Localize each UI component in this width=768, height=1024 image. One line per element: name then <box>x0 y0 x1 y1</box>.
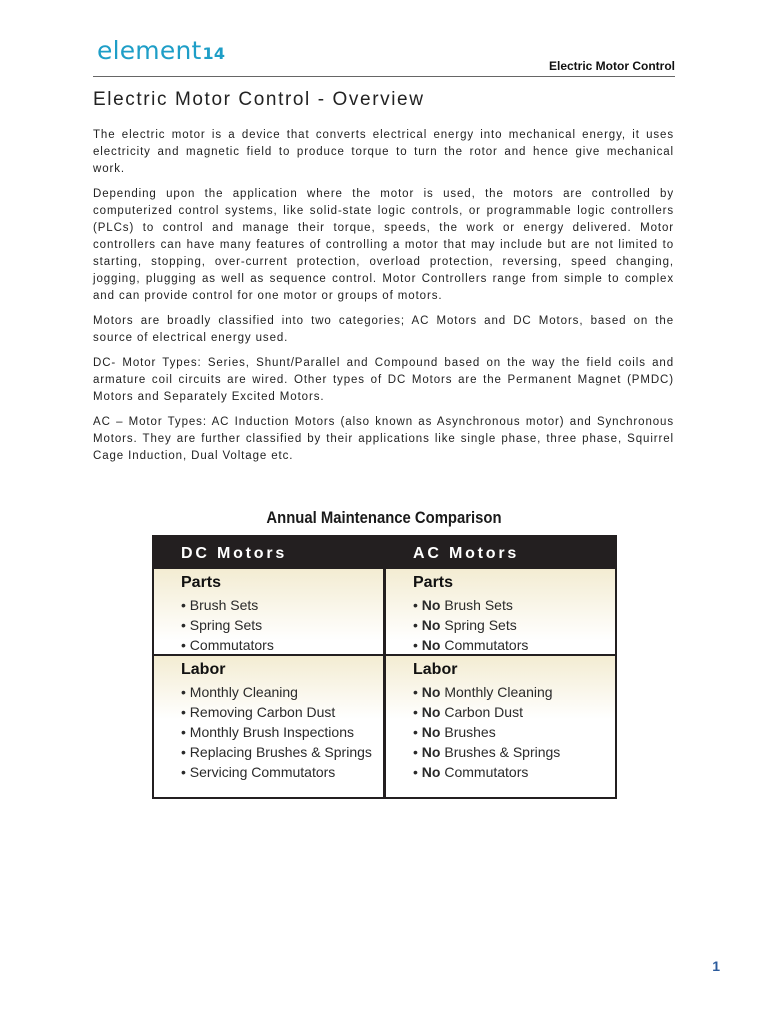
list-item: • No Carbon Dust <box>413 704 523 720</box>
paragraph: Motors are broadly classified into two categories; AC Motors and DC Motors, based on the source of electrical energy used. <box>93 315 674 344</box>
ac-labor-section <box>386 656 615 797</box>
figure-title: Annual Maintenance Comparison <box>266 509 502 527</box>
ac-parts-section <box>386 569 615 656</box>
page-number: 1 <box>712 958 720 974</box>
list-item: • Spring Sets <box>181 617 263 633</box>
list-item: • No Spring Sets <box>413 617 517 633</box>
list-item-text: Monthly Brush Inspections <box>189 724 354 740</box>
dc-parts-list <box>181 595 383 655</box>
list-item-text: Brush Sets <box>444 597 513 613</box>
list-item: • No Brushes <box>413 724 496 740</box>
maintenance-comparison-table <box>152 535 617 799</box>
list-item-text: Brush Sets <box>189 597 259 613</box>
dc-motors-heading: DC Motors <box>154 537 383 569</box>
negation-label: No <box>421 684 441 700</box>
paragraph: DC- Motor Types: Series, Shunt/Parallel and Compound based on the way the field coils and armature coil circuits are wired. Other types of DC Motors are the Permanent Magnet (PMDC) Motors and Separately Excited Motors. <box>93 357 674 403</box>
negation-label: No <box>421 724 441 740</box>
list-item: • No Commutators <box>413 637 529 653</box>
ac-parts-list <box>413 595 615 655</box>
list-item: • No Brush Sets <box>413 597 513 613</box>
paragraph: The electric motor is a device that converts electrical energy into mechanical energy, it uses electricity and magnetic field to produce torque to turn the rotor and hence give mechanical work. <box>93 129 674 175</box>
list-item: • No Brushes & Springs <box>413 744 561 760</box>
negation-label: No <box>421 637 441 653</box>
negation-label: No <box>421 744 441 760</box>
list-item-text: Monthly Cleaning <box>189 684 298 700</box>
list-item: • No Commutators <box>413 764 529 780</box>
header-title: Electric Motor Control <box>548 59 675 73</box>
paragraph: Depending upon the application where the motor is used, the motors are controlled by computerized control systems, like solid-state logic controls, or programmable logic controllers (PLCs) to control and manage their torque, speeds, the work or energy delivered. Motor controllers can have many features of controlling a motor that may include but are not limited to starting, stopping, over-current protection, overload protection, reversing, speed changing, jogging, plugging as well as sequence control. Motor Controllers range from simple to complex and can provide control for one motor or groups of motors. <box>93 188 674 302</box>
ac-parts-title: Parts <box>413 574 454 591</box>
list-item: • Servicing Commutators <box>181 764 336 780</box>
header-divider <box>93 76 675 77</box>
negation-label: No <box>421 704 441 720</box>
paragraph: AC – Motor Types: AC Induction Motors (also known as Asynchronous motor) and Synchronous Motors. They are further classified by their applications like single phase, three phase, Squirrel Cage Induction, Dual Voltage etc. <box>93 416 674 462</box>
list-item-text: Removing Carbon Dust <box>189 704 336 720</box>
dc-labor-section <box>154 656 383 797</box>
body-text <box>93 127 674 473</box>
list-item-text: Spring Sets <box>444 617 517 633</box>
list-item-text: Brushes <box>444 724 496 740</box>
list-item-text: Commutators <box>444 637 529 653</box>
negation-label: No <box>421 764 441 780</box>
dc-labor-title: Labor <box>181 661 226 678</box>
negation-label: No <box>421 617 441 633</box>
list-item-text: Monthly Cleaning <box>444 684 553 700</box>
logo-text: element <box>97 36 202 65</box>
list-item-text: Spring Sets <box>189 617 263 633</box>
page-title: Electric Motor Control - Overview <box>93 89 425 110</box>
list-item: • Monthly Cleaning <box>181 684 298 700</box>
list-item-text: Brushes & Springs <box>444 744 561 760</box>
list-item-text: Carbon Dust <box>444 704 523 720</box>
ac-labor-list <box>413 682 615 782</box>
list-item: • Removing Carbon Dust <box>181 704 336 720</box>
ac-motors-heading: AC Motors <box>386 537 615 569</box>
negation-label: No <box>421 597 441 613</box>
dc-parts-title: Parts <box>181 574 222 591</box>
list-item-text: Replacing Brushes & Springs <box>189 744 372 760</box>
ac-labor-title: Labor <box>413 661 458 678</box>
list-item: • Commutators <box>181 637 274 653</box>
list-item: • Replacing Brushes & Springs <box>181 744 372 760</box>
element14-logo <box>97 36 225 65</box>
list-item-text: Commutators <box>444 764 529 780</box>
list-item-text: Commutators <box>189 637 274 653</box>
list-item: • Monthly Brush Inspections <box>181 724 354 740</box>
ac-motors-column <box>383 537 615 797</box>
dc-parts-section <box>154 569 383 656</box>
dc-labor-list <box>181 682 383 782</box>
logo-number: 14 <box>202 44 226 63</box>
list-item: • Brush Sets <box>181 597 259 613</box>
dc-motors-column <box>154 537 383 797</box>
list-item: • No Monthly Cleaning <box>413 684 553 700</box>
list-item-text: Servicing Commutators <box>189 764 336 780</box>
